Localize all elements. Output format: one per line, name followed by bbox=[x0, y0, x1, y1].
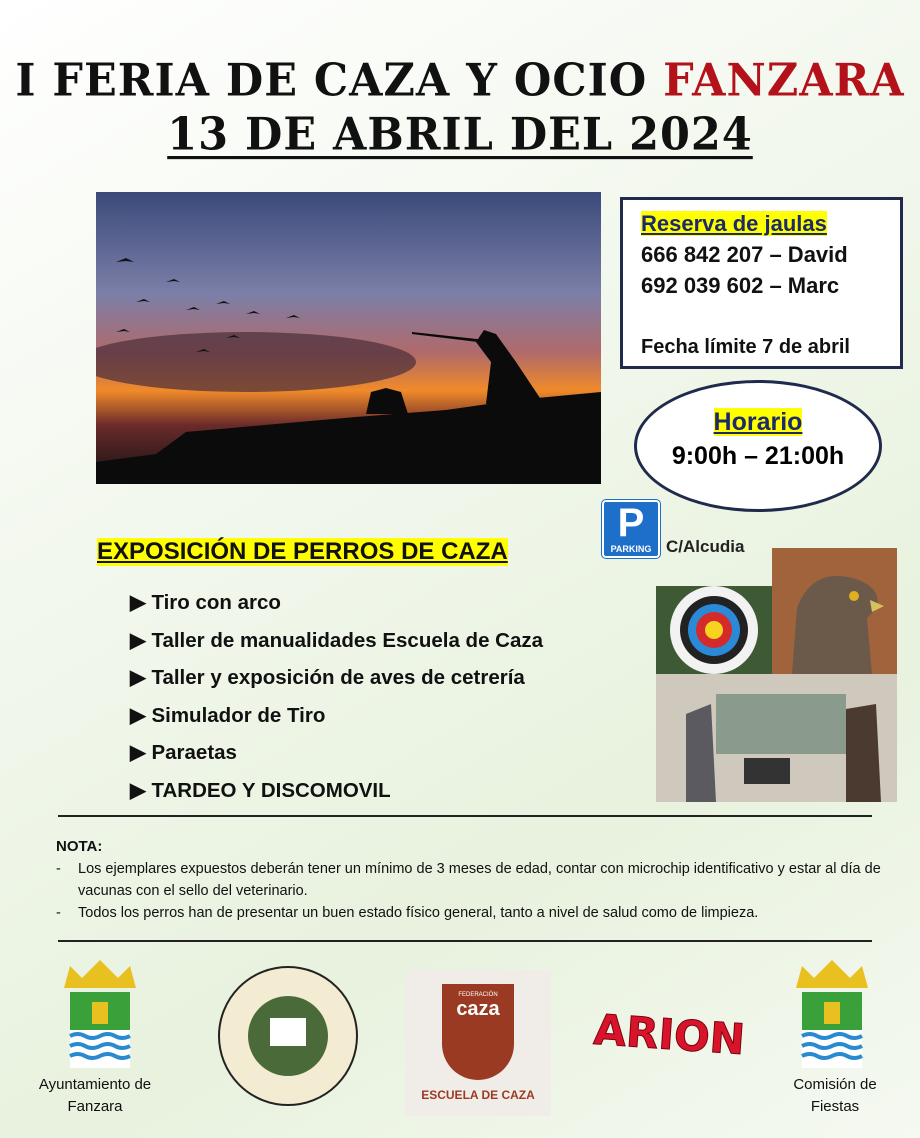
note-item: Todos los perros han de presentar un buen estado físico general, tanto a nivel de salud como de limpieza. bbox=[78, 905, 759, 921]
comision-label bbox=[760, 1074, 910, 1118]
activity-list bbox=[130, 590, 543, 815]
label-line: Fanzara bbox=[67, 1098, 123, 1115]
ayuntamiento-label bbox=[20, 1074, 170, 1118]
parking-label: PARKING bbox=[610, 544, 652, 554]
divider bbox=[58, 940, 872, 942]
note-section: NOTA: - Los ejemplares expuestos deberán tener un mínimo de 3 meses de edad, contar con microchip identificativo y estar al día de vacunas con el sello del veterinario. - Todos los perros han de presentar un buen estado físico general, tanto a nivel de salud como de limpieza. bbox=[56, 836, 886, 924]
divider bbox=[58, 815, 872, 817]
caza-text: caza bbox=[456, 998, 500, 1020]
hawk-photo bbox=[772, 548, 897, 674]
contact-marc: 692 039 602 – Marc bbox=[641, 273, 840, 298]
federacion-text: FEDERACIÓN bbox=[458, 992, 498, 998]
list-item: ▶ TARDEO Y DISCOMOVIL bbox=[130, 778, 391, 802]
arion-logo: ARION bbox=[592, 1004, 747, 1065]
note-item: Los ejemplares expuestos deberán tener un mínimo de 3 meses de edad, contar con microchip identificativo y estar al día de vacunas con el sello del veterinario. bbox=[78, 861, 881, 899]
schedule-title: Horario bbox=[713, 408, 803, 436]
parking-location: C/Alcudia bbox=[666, 537, 745, 556]
list-item: ▶ Paraetas bbox=[130, 741, 237, 764]
event-date bbox=[0, 109, 920, 162]
parking-letter: P bbox=[617, 501, 645, 545]
comision-coat-of-arms-logo bbox=[788, 958, 876, 1070]
archery-target-photo bbox=[656, 586, 772, 674]
date-text: 13 DE ABRIL DEL 2024 bbox=[167, 108, 753, 162]
deadline: Fecha límite 7 de abril bbox=[641, 336, 850, 358]
list-item: ▶ Taller y exposición de aves de cetrería bbox=[130, 666, 525, 689]
title-text: I FERIA DE CAZA Y OCIO bbox=[15, 54, 664, 108]
reserve-title: Reserva de jaulas bbox=[641, 211, 827, 236]
schedule-oval bbox=[634, 380, 882, 512]
label-line: Comisión de bbox=[793, 1076, 877, 1093]
parking-icon bbox=[602, 500, 660, 558]
hunter-sunset-photo bbox=[96, 192, 601, 484]
list-item: ▶ Simulador de Tiro bbox=[130, 703, 326, 727]
title-town: FANZARA bbox=[663, 54, 905, 108]
label-line: Fiestas bbox=[810, 1098, 860, 1115]
note-title: NOTA: bbox=[56, 838, 103, 855]
exposition-title: EXPOSICIÓN DE PERROS DE CAZA bbox=[97, 538, 508, 565]
cage-reservation-box bbox=[620, 197, 903, 369]
list-item: ▶ Tiro con arco bbox=[130, 591, 281, 614]
shooting-simulator-photo bbox=[656, 674, 897, 802]
list-item: ▶ Taller de manualidades Escuela de Caza bbox=[130, 628, 544, 652]
club-cazadores-logo bbox=[218, 966, 358, 1106]
contact-david: 666 842 207 – David bbox=[641, 242, 848, 267]
label-line: Ayuntamiento de bbox=[38, 1076, 152, 1093]
fanzara-coat-of-arms-logo bbox=[56, 958, 144, 1070]
event-title bbox=[0, 55, 920, 108]
schedule-hours: 9:00h – 21:00h bbox=[671, 442, 845, 470]
escuela-text: ESCUELA DE CAZA bbox=[421, 1088, 535, 1102]
escuela-caza-logo bbox=[405, 970, 551, 1116]
